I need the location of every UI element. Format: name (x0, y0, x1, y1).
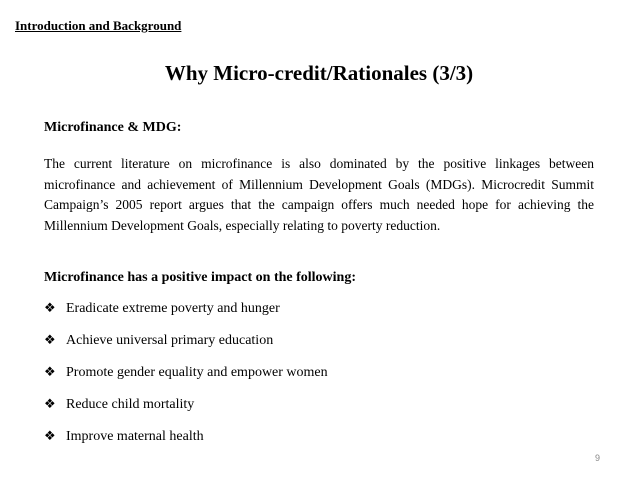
diamond-bullet-icon: ❖ (44, 397, 56, 412)
impact-bullet-list (44, 300, 328, 460)
diamond-bullet-icon: ❖ (44, 429, 56, 444)
list-item (44, 428, 328, 460)
impact-heading: Microfinance has a positive impact on the following: (44, 270, 357, 285)
subheading-microfinance-mdg: Microfinance & MDG: (44, 120, 182, 135)
bullet-text: Improve maternal health (66, 429, 204, 444)
bullet-text: Promote gender equality and empower women (66, 365, 328, 380)
bullet-text: Eradicate extreme poverty and hunger (66, 301, 280, 316)
diamond-bullet-icon: ❖ (44, 333, 56, 348)
list-item (44, 364, 328, 396)
diamond-bullet-icon: ❖ (44, 365, 56, 380)
diamond-bullet-icon: ❖ (44, 301, 56, 316)
page-number: 9 (594, 453, 600, 463)
section-label: Introduction and Background (15, 18, 182, 33)
bullet-text: Reduce child mortality (66, 397, 195, 412)
list-item (44, 300, 328, 332)
body-paragraph: The current literature on microfinance is also dominated by the positive linkages between microfinance and achievement of Millennium Development Goals (MDGs). Microcredit Summit Campaign’s 2005 report argues that the campaign offers much needed hope for achieving the Millennium Development Goals, especially relating to poverty reduction. (44, 156, 594, 233)
slide-title: Why Micro-credit/Rationales (3/3) (164, 61, 474, 85)
list-item (44, 396, 328, 428)
bullet-text: Achieve universal primary education (66, 333, 274, 348)
list-item (44, 332, 328, 364)
